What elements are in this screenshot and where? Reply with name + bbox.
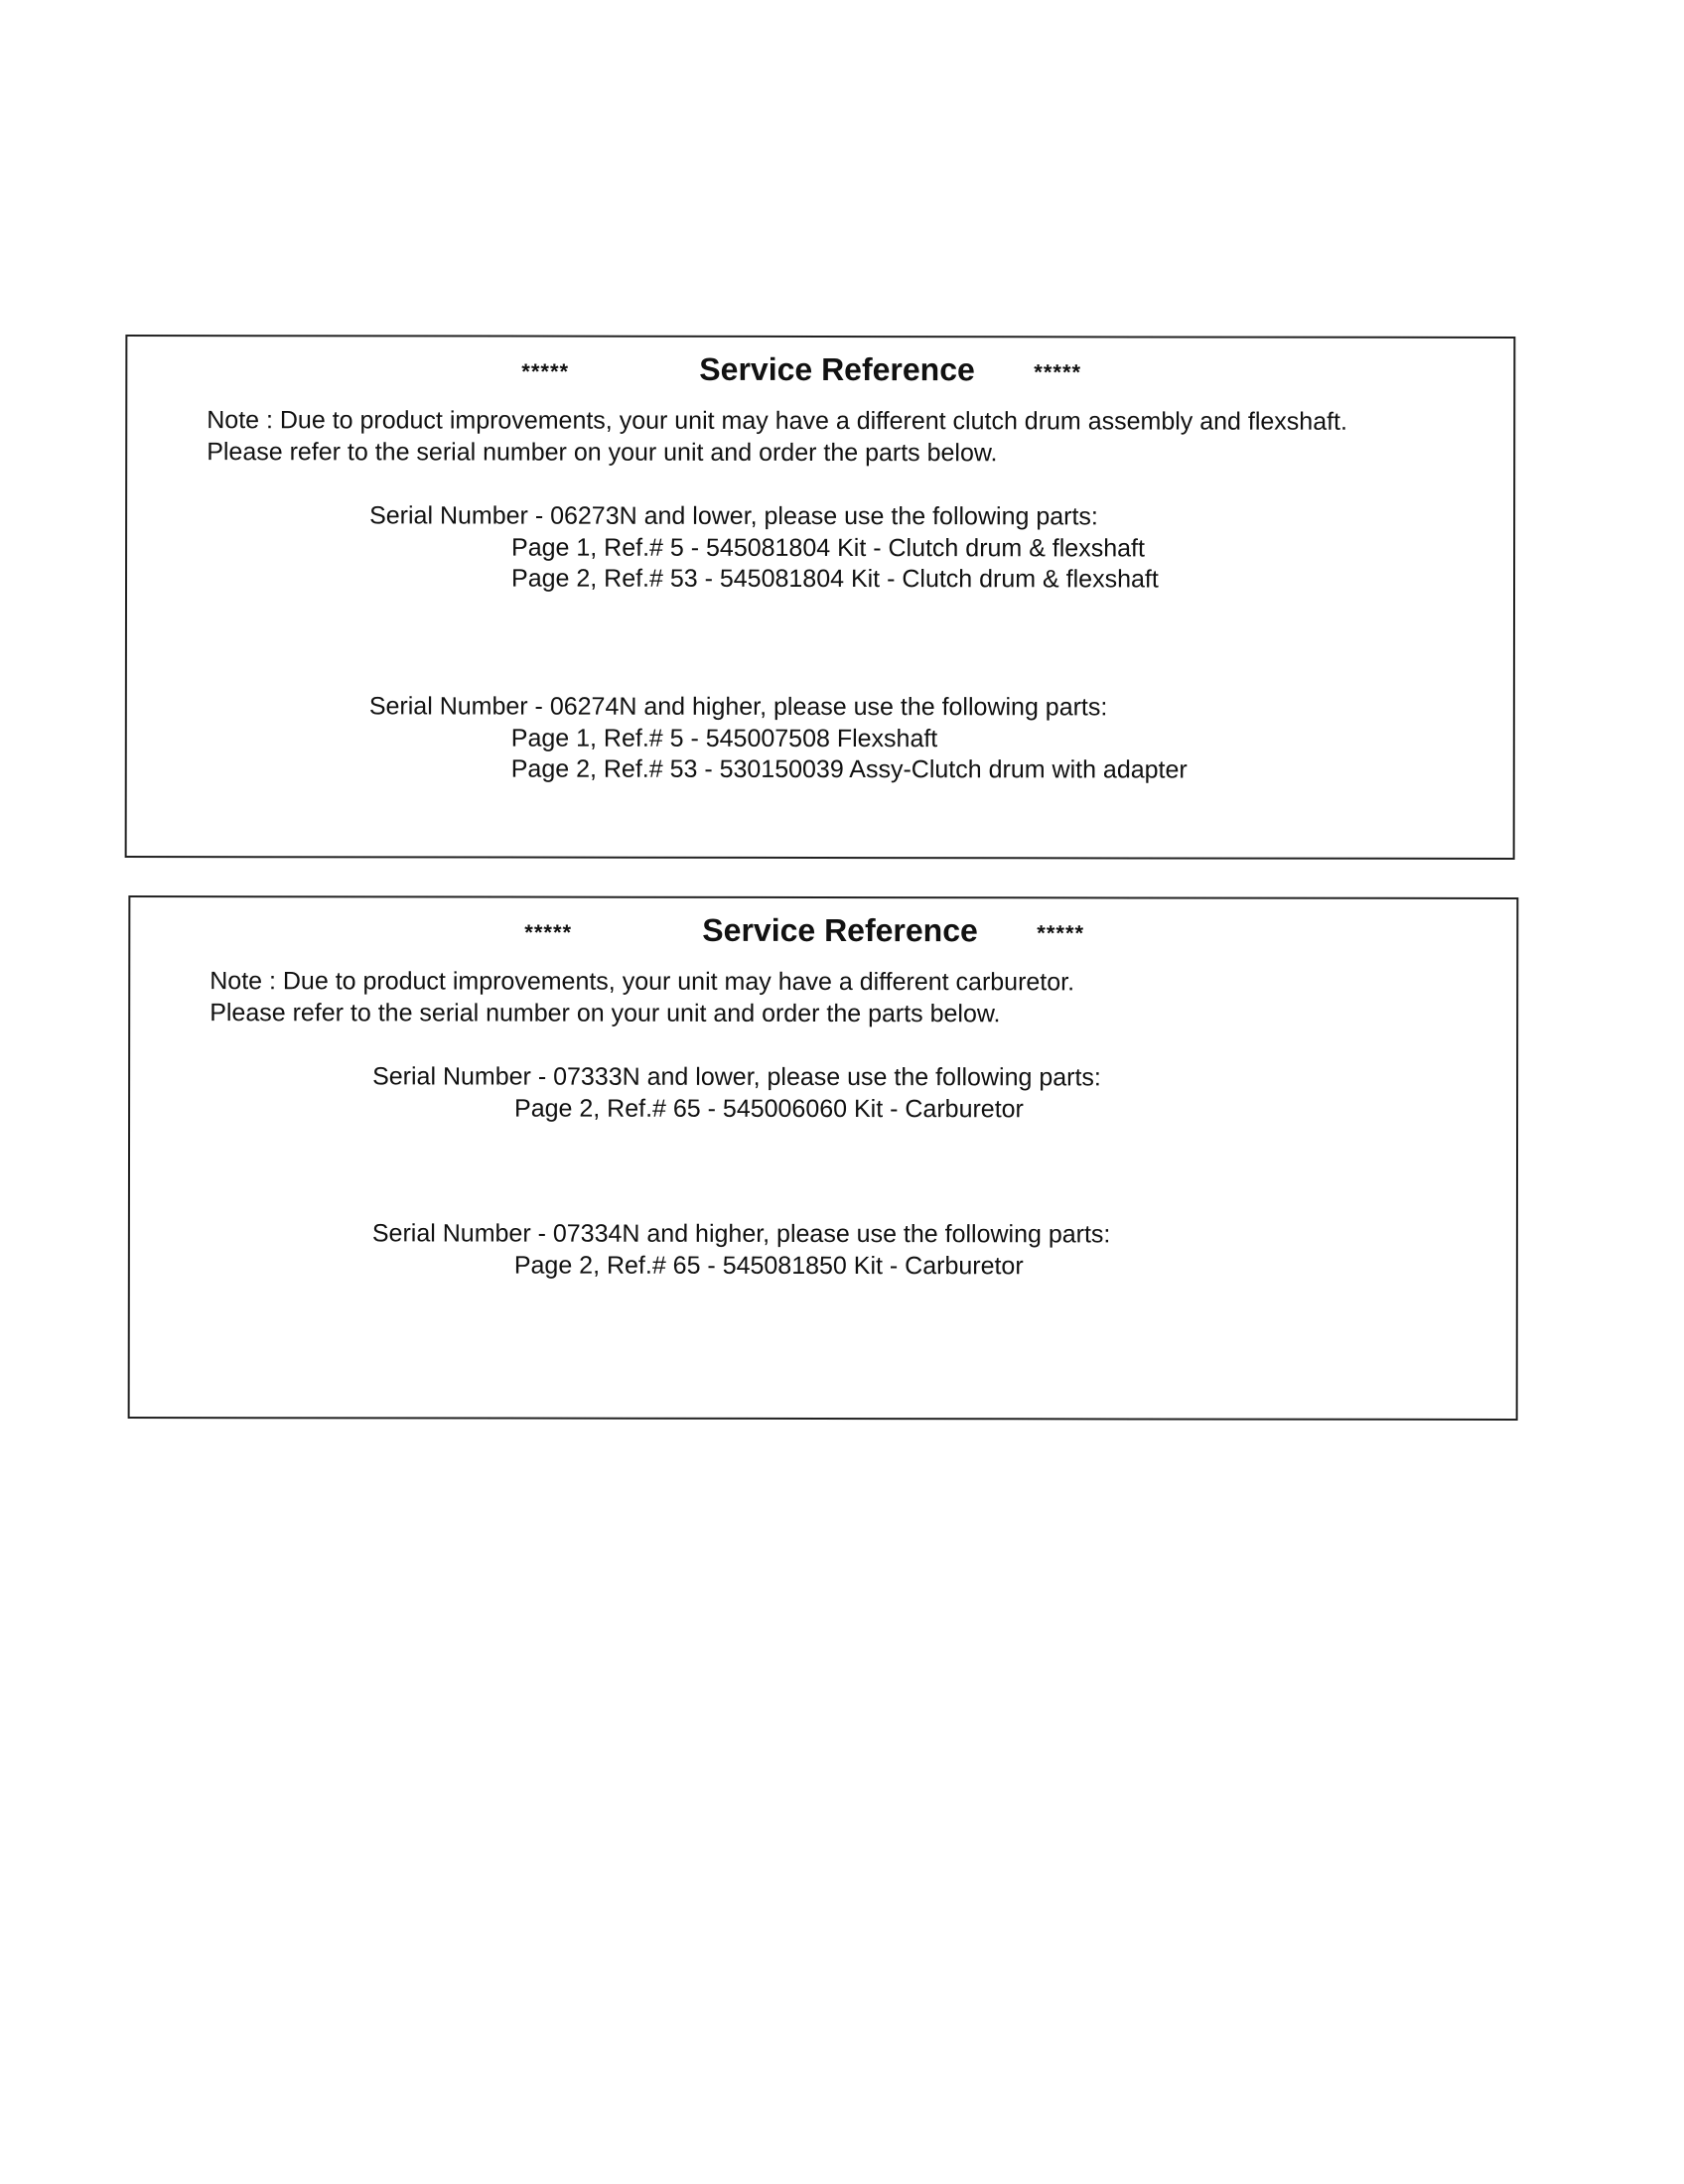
service-reference-header <box>130 911 1516 957</box>
note-line: Please refer to the serial number on your unit and order the parts below. <box>210 999 1001 1028</box>
stars-left: ***** <box>521 358 570 384</box>
stars-right: ***** <box>1037 920 1085 946</box>
service-reference-title: Service Reference <box>699 350 975 388</box>
part-line: Page 1, Ref.# 5 - 545007508 Flexshaft <box>510 724 938 753</box>
service-reference-box-clutch <box>125 335 1516 860</box>
part-line: Page 2, Ref.# 53 - 545081804 Kit - Clutch drum & flexshaft <box>511 564 1159 594</box>
service-reference-header <box>127 350 1513 396</box>
serial-number-line: Serial Number - 07333N and lower, please use the following parts: <box>372 1062 1101 1092</box>
note-line: Please refer to the serial number on your unit and order the parts below. <box>207 438 998 468</box>
part-line: Page 1, Ref.# 5 - 545081804 Kit - Clutch drum & flexshaft <box>511 533 1145 563</box>
stars-right: ***** <box>1034 359 1082 385</box>
part-line: Page 2, Ref.# 53 - 530150039 Assy-Clutch drum with adapter <box>510 754 1188 784</box>
service-reference-title: Service Reference <box>702 911 978 949</box>
note-line: Note : Due to product improvements, your unit may have a different clutch drum assembly and flexshaft. <box>207 406 1347 436</box>
stars-left: ***** <box>524 919 573 945</box>
serial-number-line: Serial Number - 06274N and higher, please use the following parts: <box>368 692 1108 722</box>
note-line: Note : Due to product improvements, your unit may have a different carburetor. <box>210 967 1075 997</box>
part-line: Page 2, Ref.# 65 - 545006060 Kit - Carburetor <box>514 1094 1024 1124</box>
serial-number-line: Serial Number - 06273N and lower, please use the following parts: <box>369 501 1098 531</box>
part-line: Page 2, Ref.# 65 - 545081850 Kit - Carburetor <box>513 1251 1024 1281</box>
serial-number-line: Serial Number - 07334N and higher, please use the following parts: <box>371 1219 1111 1249</box>
service-reference-box-carburetor <box>128 895 1519 1421</box>
